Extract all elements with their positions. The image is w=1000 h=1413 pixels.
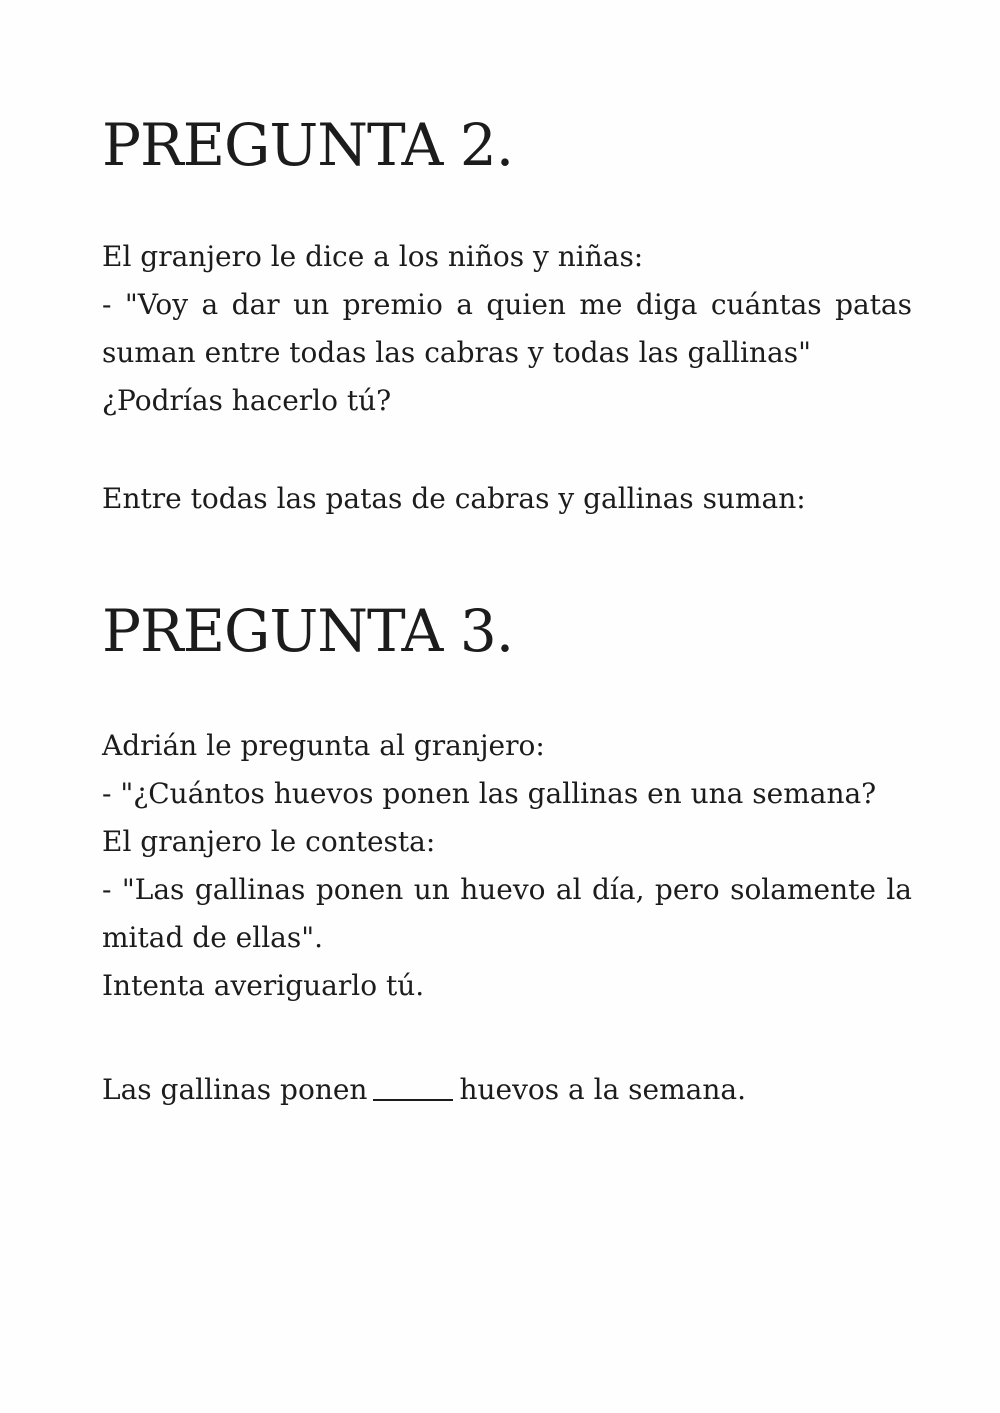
question-2-line: El granjero le dice a los niños y niñas: [102, 240, 644, 273]
question-2-text [102, 233, 912, 425]
question-3-answer-prompt [102, 1066, 912, 1114]
answer-suffix: huevos a la semana. [459, 1073, 746, 1106]
answer-prefix: Las gallinas ponen [102, 1073, 368, 1106]
question-3-line: mitad de ellas". [102, 921, 323, 954]
answer-blank[interactable] [373, 1069, 453, 1101]
question-3-line: - "Las gallinas ponen un huevo al día, pero solamente la [102, 873, 912, 906]
question-2-line: ¿Podrías hacerlo tú? [102, 384, 392, 417]
question-2-answer-prompt [102, 475, 912, 523]
question-2-answer-line: Entre todas las patas de cabras y gallinas suman: [102, 482, 806, 515]
question-2-line: - "Voy a dar un premio a quien me diga cuántas patas [102, 288, 912, 321]
question-3-line: El granjero le contesta: [102, 825, 436, 858]
question-3-line: - "¿Cuántos huevos ponen las gallinas en una semana? [102, 777, 877, 810]
question-3-answer-line [102, 1066, 912, 1114]
question-3-line: Intenta averiguarlo tú. [102, 969, 425, 1002]
question-3-title: PREGUNTA 3. [102, 597, 514, 665]
question-3-text [102, 722, 912, 1010]
question-2-line: suman entre todas las cabras y todas las gallinas" [102, 336, 811, 369]
question-3-line: Adrián le pregunta al granjero: [102, 729, 545, 762]
question-2-title: PREGUNTA 2. [102, 111, 514, 179]
